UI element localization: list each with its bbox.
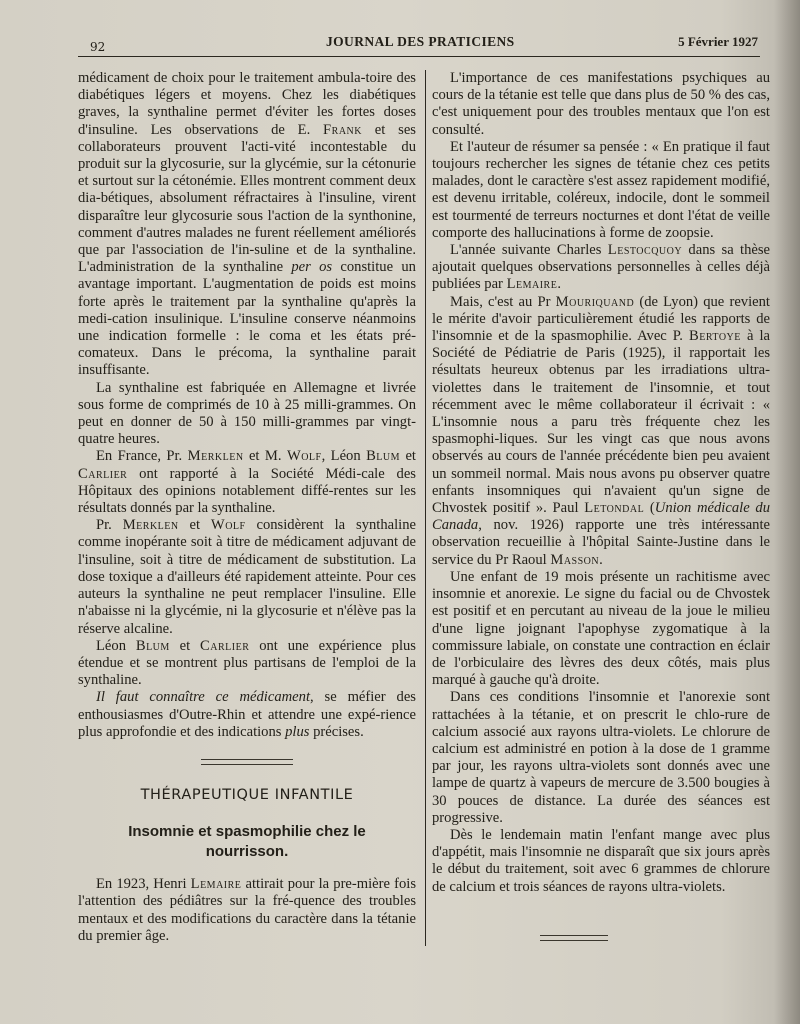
paragraph: Il faut connaître ce médicament, se méfier des enthousiasmes d'Outre-Rhin et attendre une expé-rience plus approfondie et des indications plus précises. [78, 689, 416, 740]
paragraph: L'année suivante Charles Lestocquoy dans sa thèse ajoutait quelques observations personnelles à celles déjà publiées par Lemaire. [432, 242, 770, 293]
paragraph: En 1923, Henri Lemaire attirait pour la pre-mière fois l'attention des pédiâtres sur la fré-quence des troubles mentaux et des modifications du caractère dans la tétanie du premier âge. [78, 876, 416, 944]
paragraph: Pr. Merklen et Wolf considèrent la synthaline comme inopérante soit à titre de médicament adjuvant de l'insuline, soit à titre de médicament de substitution. La dose toxique a d'ailleurs été rapidement atteinte. Pour ces auteurs la synthaline ne peut remplacer l'insuline. Elle n'abaisse ni la glycémie, ni la glycosurie et n'élève pas la réserve alcaline. [78, 517, 417, 637]
header-rule [78, 56, 760, 57]
right-column [432, 70, 770, 896]
article-title: Insomnie et spasmophilie chez le nourrisson. [128, 823, 366, 861]
running-header [78, 34, 758, 54]
end-ornament [540, 935, 608, 941]
paragraph: Léon Blum et Carlier ont une expérience plus étendue et se montrent plus partisans de l'emploi de la synthaline. [78, 637, 416, 689]
paragraph: Dans ces conditions l'insomnie et l'anorexie sont rattachées à la tétanie, et on prescrit le chlo-rure de calcium associé aux rayons ultra-violets. Le chlorure de calcium est administré en potion à la dose de 1 gramme par jour, les rayons ultra-violets sont donnés avec une lampe de quartz à vapeurs de mercure de 3.500 bougies à 30 pouces de distance. La durée des séances est progressive. [432, 689, 770, 826]
paragraph: Dès le lendemain matin l'enfant mange avec plus d'appétit, mais l'insomnie ne disparaît que six jours après le début du traitement, soit avec 6 grammes de chlorure de calcium et trois séances de rayons ultra-violets. [432, 826, 770, 895]
issue-date: 5 Février 1927 [678, 34, 758, 49]
section-title: THÉRAPEUTIQUE INFANTILE [140, 786, 354, 803]
paragraph: Et l'auteur de résumer sa pensée : « En pratique il faut toujours rechercher les signes de tétanie chez ces petits malades, dont le caractère s'est assez rapidement modifié, est devenu irritable, coléreux, indocile, dont le sommeil est tourmenté de terreurs nocturnes et dont l'état de veille comporte des hallucinations à forme de zoopsie. [432, 138, 770, 241]
journal-title: JOURNAL DES PRATICIENS [326, 34, 515, 49]
paragraph: En France, Pr. Merklen et M. Wolf, Léon Blum et Carlier ont rapporté à la Société Médi-cale des Hôpitaux des opinions notablement diffé-rentes sur les résultats donnés par la synthaline. [78, 448, 416, 517]
paragraph: Une enfant de 19 mois présente un rachitisme avec insomnie et anorexie. Le signe du facial ou de Chvostek est positif et en percutant au niveau de la joue le milieu d'une ligne joignant l'apophyse zygomatique à la commissure labiale, on constate une contraction en éclair de l'orbiculaire des lèvres des deux côtés, mais plus marqué à gauche qu'à droite. [432, 568, 770, 689]
paragraph: Mais, c'est au Pr Mouriquand (de Lyon) que revient le mérite d'avoir particulièrement étudié les rapports de l'insomnie et de la spasmophilie. Avec P. Bertoye à la Société de Pédiatrie de Paris (1925), il rapportait les résultats heureux obtenus par les irradiations ultra-violettes dans le traitement de l'insomnie, et tout récemment avec le même collaborateur il écrivait : « L'insomnie nous a paru très fréquente chez les spasmophi-liques. Sur les vingt cas que nous avons observés au cours de l'année précédente bien peu avaient un sommeil normal. Mais nous avons pu observer quatre enfants insomniques qui n'avaient qu'un signe de Chvostek positif ». Paul Letondal (Union médicale du Canada, nov. 1926) rapporte une très intéressante observation recueillie à l'hôpital Sainte-Justine dans le service du Pr Raoul Masson. [432, 293, 770, 568]
paragraph: L'importance de ces manifestations psychiques au cours de la tétanie est telle que dans plus de 50 % des cas, c'est uniquement pour des troubles mentaux que l'on est consulté. [432, 70, 770, 138]
paragraph: La synthaline est fabriquée en Allemagne et livrée sous forme de comprimés de 10 à 25 milli-grammes. On peut en donner de 50 à 150 milli-grammes par vingt-quatre heures. [78, 379, 416, 448]
page-number: 92 [90, 40, 106, 54]
paragraph: médicament de choix pour le traitement ambula-toire des diabétiques légers et moyens. Chez les diabétiques graves, la synthaline permet d'éviter les fortes doses d'insuline. Les observations de E. Frank et ses collaborateurs prouvent l'acti-vité incontestable du produit sur la glycosurie, sur la glycémie, sur la cétonurie et surtout sur la cétonémie. Elles montrent comment deux dia-bétiques, absolument réfractaires à l'insuline, virent disparaître leur glycosurie sous l'action de la synthonine, comment d'autres malades ne furent réellement améliorés que par l'association de l'in-suline et de la synthaline. L'administration de la synthaline per os constitue un avantage important. L'augmentation de poids est moins forte après le traitement par la synthaline qu'après la medi-cation insulinique. L'insuline conserve néanmoins une indication formelle : le coma et les états pré-comateux. Dans le précoma, la synthaline parait insuffisante. [78, 70, 416, 379]
left-column [78, 70, 416, 945]
page-edge-shadow [774, 0, 800, 1024]
column-divider [425, 70, 426, 946]
section-ornament [201, 759, 293, 765]
